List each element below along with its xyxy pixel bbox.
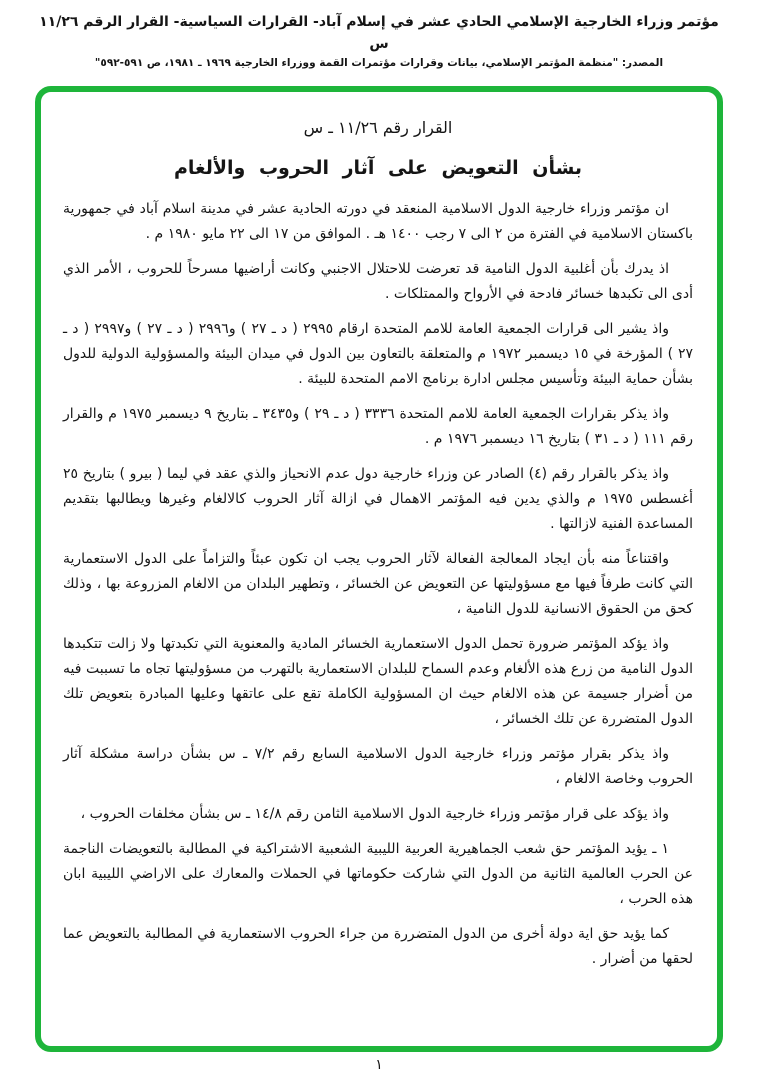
paragraph-session-intro: ان مؤتمر وزراء خارجية الدول الاسلامية المنعقد في دورته الحادية عشر في مدينة اسلام آباد في جمهورية باكستان الاسلامية في الفترة من ٢ الى ٧ رجب ١٤٠٠ هـ . الموافق من ١٧ الى ٢٢ مايو ١٩٨٠ م . xyxy=(63,201,693,242)
resolution-subject: بشأن التعويض على آثار الحروب والألغام xyxy=(173,157,583,179)
paragraph-item-1-libya: ١ ـ يؤيد المؤتمر حق شعب الجماهيرية العربية الليبية الشعبية الاشتراكية في المطالبة بالتعويضات الناجمة عن الحرب العالمية الثانية من الدول التي شاركت حكوماتها في الحملات والمعارك على الاراضي الليبية ابان هذه الحرب ، xyxy=(63,841,693,907)
resolution-body xyxy=(63,197,693,972)
header-source: المصدر: "منظمة المؤتمر الإسلامي، بيانات وقرارات مؤتمرات القمة ووزراء الخارجية ١٩٦٩ ـ ١٩٨١، ص ٥٩١-٥٩٢" xyxy=(94,57,664,70)
paragraph-seventh-conference: واذ يذكر بقرار مؤتمر وزراء خارجية الدول الاسلامية السابع رقم ٧/٢ ـ س بشأن دراسة مشكلة آثار الحروب وخاصة الالغام ، xyxy=(63,746,693,787)
paragraph-conviction: واقتناعاً منه بأن ايجاد المعالجة الفعالة لآثار الحروب يجب ان تكون عبئاً والتزاماً على الدول الاستعمارية التي كانت طرفاً فيها مع مسؤوليتها عن التعويض عن الخسائر ، وتطهير البلدان من الالغام المزروعة بها ، وذلك كحق من الحقوق الانسانية للدول النامية ، xyxy=(63,551,693,617)
page-number: ١ xyxy=(375,1057,383,1073)
resolution-number: القرار رقم ١١/٢٦ ـ س xyxy=(303,118,453,137)
page-header xyxy=(0,12,758,69)
header-title: مؤتمر وزراء الخارجية الإسلامي الحادي عشر في إسلام آباد- القرارات السياسية- القرار الرقم ١١/٢٦ س xyxy=(39,14,719,52)
resolution-border-box xyxy=(35,86,723,1052)
paragraph-un-resolutions-2: واذ يذكر بقرارات الجمعية العامة للامم المتحدة ٣٣٣٦ ( د ـ ٢٩ ) و٣٤٣٥ ـ بتاريخ ٩ ديسمبر ١٩٧٥ م والقرار رقم ١١١ ( د ـ ٣١ ) بتاريخ ١٦ ديسمبر ١٩٧٦ م . xyxy=(63,406,693,447)
paragraph-eighth-conference: واذ يؤكد على قرار مؤتمر وزراء خارجية الدول الاسلامية الثامن رقم ١٤/٨ ـ س بشأن مخلفات الحروب ، xyxy=(80,806,669,822)
paragraph-recognizing: اذ يدرك بأن أغلبية الدول النامية قد تعرضت للاحتلال الاجنبي وكانت أراضيها مسرحاً للحروب ، الأمر الذي أدى الى تكبدها خسائر فادحة في الأرواح والممتلكات . xyxy=(63,261,693,302)
paragraph-un-resolutions-1: واذ يشير الى قرارات الجمعية العامة للامم المتحدة ارقام ٢٩٩٥ ( د ـ ٢٧ ) و٢٩٩٦ ( د ـ ٢٧ ) و٢٩٩٧ ( د ـ ٢٧ ) المؤرخة في ١٥ ديسمبر ١٩٧٢ م والمتعلقة بالتعاون بين الدول في ميدان البيئة والمسؤولية الدولية للدول بشأن حماية البيئة وتأسيس مجلس ادارة برنامج الامم المتحدة للبيئة . xyxy=(63,321,693,387)
paragraph-colonial-responsibility: واذ يؤكد المؤتمر ضرورة تحمل الدول الاستعمارية الخسائر المادية والمعنوية التي تكبدتها ولا زالت تتكبدها الدول النامية من زرع هذه الألغام وعدم السماح للبلدان الاستعمارية بالتهرب من مسؤوليتها تجاه ما تسببت فيه من أضرار جسيمة عن هذه الالغام حيث ان المسؤولية الكاملة تقع على عاتقها وعليها المبادرة بتعويض تلك الدول المتضررة عن تلك الخسائر ، xyxy=(63,636,693,727)
paragraph-other-states: كما يؤيد حق اية دولة أخرى من الدول المتضررة من جراء الحروب الاستعمارية في المطالبة بالتعويض عما لحقها من أضرار . xyxy=(63,926,693,967)
paragraph-nonaligned-resolution: واذ يذكر بالقرار رقم (٤) الصادر عن وزراء خارجية دول عدم الانحياز والذي عقد في ليما ( بيرو ) بتاريخ ٢٥ أغسطس ١٩٧٥ م والذي يدين فيه المؤتمر الاهمال في ازالة آثار الحروب كالالغام وغيرها ويطالبها بتقديم المساعدة الفنية لازالتها . xyxy=(63,466,694,532)
